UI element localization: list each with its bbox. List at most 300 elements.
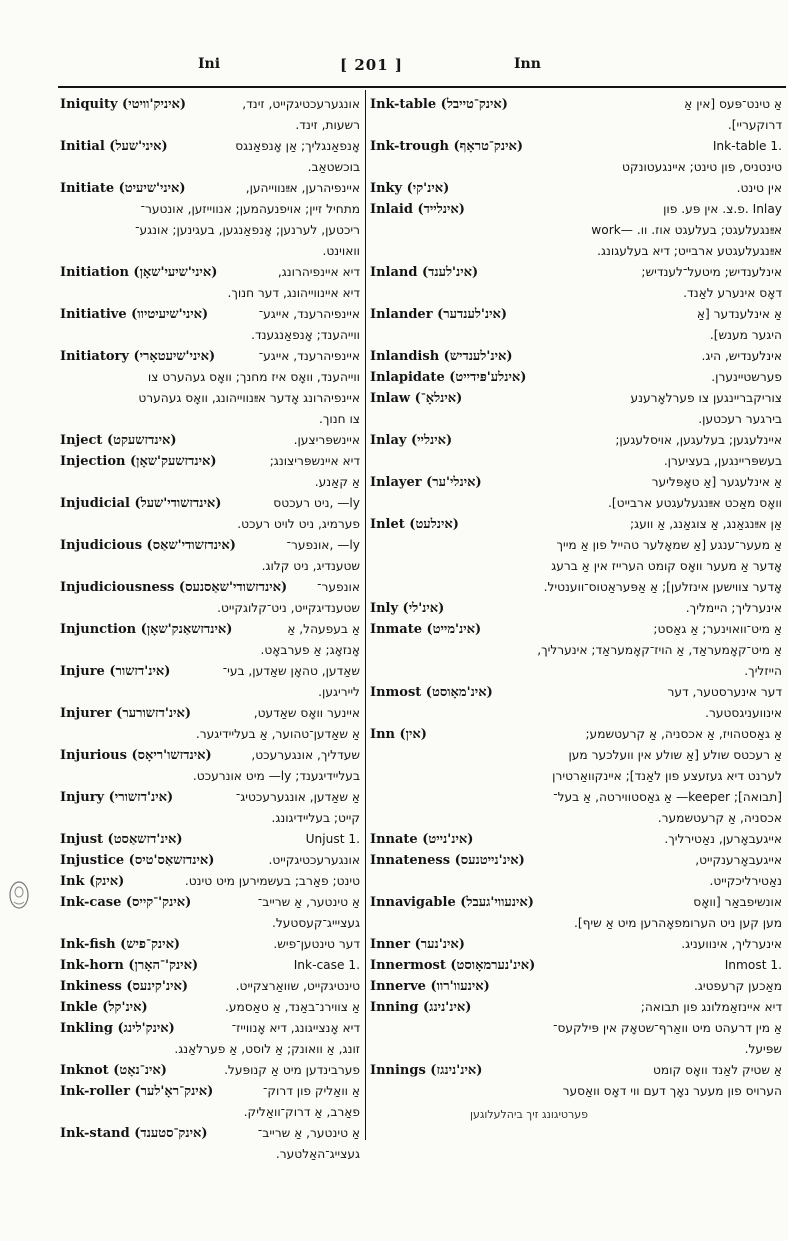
dictionary-entry xyxy=(370,724,782,829)
entry-continuation-line xyxy=(60,640,360,661)
entry-first-line xyxy=(370,262,782,283)
entry-definition: .1 Ink-case xyxy=(293,958,360,972)
entry-definition: דיא איינפיהרונג, xyxy=(277,265,360,279)
entry-headword: Inn (אין) xyxy=(370,727,427,742)
header-right-word: Inn xyxy=(514,56,541,72)
entry-continuation-line xyxy=(370,556,782,577)
dictionary-entry xyxy=(60,1060,360,1081)
entry-definition: שטענדיגקייט, ניט־קלוגקייט. xyxy=(217,601,360,615)
entry-definition: פאַרב, אַ דרוק־וואַליק. xyxy=(243,1105,360,1119)
entry-continuation-line xyxy=(60,514,360,535)
entry-headword: Initiation (איני'שיעי'שאָן) xyxy=(60,265,218,280)
entry-continuation-line xyxy=(370,493,782,514)
entry-definition: .1 Ink-table xyxy=(712,139,782,153)
entry-definition: Inlay .פ.צ. אין פּע. פון xyxy=(663,202,782,216)
entry-definition: צוריקבריינגען צו פערלאָרענע xyxy=(630,391,782,405)
entry-definition: .1 Inmost xyxy=(724,958,782,972)
entry-continuation-line xyxy=(370,451,782,472)
entry-continuation-line xyxy=(60,913,360,934)
entry-definition: היגער מענש]. xyxy=(709,328,782,342)
entry-first-line xyxy=(60,136,360,157)
entry-continuation-line xyxy=(60,724,360,745)
entry-headword: Inky (אינ'קי) xyxy=(370,181,450,196)
entry-definition: דיא איינזאַמלונג פון תבואה; xyxy=(640,1000,782,1014)
entry-definition: פערשטיינערן. xyxy=(711,370,782,384)
entry-definition: טינטיגקייט, שוואַרצקייט. xyxy=(235,979,360,993)
dictionary-entry xyxy=(60,955,360,976)
entry-first-line xyxy=(370,598,782,619)
dictionary-entry xyxy=(60,787,360,829)
entry-first-line xyxy=(60,955,360,976)
entry-headword: Inland (אינ'לענד) xyxy=(370,265,479,280)
entry-first-line xyxy=(60,829,360,850)
entry-definition: זונג, אַ וואונק; אַ לוסט, אַ פערלאַנג. xyxy=(174,1042,360,1056)
entry-definition: שטענדיג, ניט קלוג. xyxy=(261,559,360,573)
entry-definition: אין טינט. xyxy=(736,181,782,195)
dictionary-entry xyxy=(60,892,360,934)
entry-continuation-line xyxy=(370,115,782,136)
entry-first-line xyxy=(370,934,782,955)
dictionary-entry xyxy=(370,682,782,724)
entry-headword: Inlay (אינליי) xyxy=(370,433,453,448)
entry-headword: Injustice (אינדזשאַס'טיס) xyxy=(60,853,215,868)
entry-first-line xyxy=(370,892,782,913)
entry-definition: קייט; בעליידיגונג. xyxy=(271,811,360,825)
entry-first-line xyxy=(370,514,782,535)
entry-headword: Injury (אינ'דזשורי) xyxy=(60,790,174,805)
entry-definition: אָדער צווישען אינזלען]; אַ אַפּעראַטוס־ווענטיל. xyxy=(543,580,782,594)
entry-headword: Inkling (אינק'לינג) xyxy=(60,1021,175,1036)
entry-definition: טינט; פאַרב; בעשמירען מיט טינט. xyxy=(184,874,360,888)
entry-continuation-line xyxy=(370,703,782,724)
dictionary-entry xyxy=(60,850,360,871)
entry-first-line xyxy=(60,1060,360,1081)
entry-continuation-line xyxy=(60,199,360,220)
entry-first-line xyxy=(60,262,360,283)
entry-continuation-line xyxy=(60,682,360,703)
entry-definition: אַ שאַדען־טהוער, אַ בעליידיגער. xyxy=(195,727,360,741)
entry-definition: הערויס פון מעער נאָך דעם ווי דאָס וואַסער xyxy=(562,1084,782,1098)
entry-first-line xyxy=(370,304,782,325)
entry-definition: געצייג־האַלטער. xyxy=(275,1147,360,1161)
entry-continuation-line xyxy=(370,871,782,892)
entry-definition: בעליידיגענד; ly— מיט אונרעכט. xyxy=(192,769,360,783)
entry-headword: Injure (אינ'דזשור) xyxy=(60,664,171,679)
dictionary-entry xyxy=(370,94,782,136)
dictionary-entry xyxy=(370,178,782,199)
entry-definition: אונגערעכטיגקייט. xyxy=(268,853,360,867)
entry-headword: Innateness (אינ'נייטנעס) xyxy=(370,853,525,868)
entry-definition: אַ מיט־קאָמעראַד, אַ הויז־קאָמעראַד; אינערליך, xyxy=(537,643,782,657)
entry-continuation-line xyxy=(370,766,782,787)
entry-definition: אַ קאַנע. xyxy=(314,475,360,489)
entry-headword: Inmost (אינ'מאָוסט) xyxy=(370,685,493,700)
entry-definition: אינוועניגסטער. xyxy=(705,706,782,720)
entry-continuation-line xyxy=(60,1102,360,1123)
dictionary-entry xyxy=(370,262,782,304)
entry-continuation-line xyxy=(370,1039,782,1060)
entry-headword: Ink-trough (אינק־טראָף) xyxy=(370,139,524,154)
entry-definition: ly— ,אונפער־ xyxy=(286,538,360,552)
entry-first-line xyxy=(60,976,360,997)
dictionary-entry xyxy=(370,199,782,262)
entry-headword: Ink-horn (אינק'־האָרן) xyxy=(60,958,199,973)
dictionary-entry xyxy=(370,955,782,976)
entry-headword: Innings (אינ'נינגז) xyxy=(370,1063,483,1078)
entry-continuation-line xyxy=(60,115,360,136)
entry-definition: לערנט דיא געזעצע פון לאַנד]; איינקוואַרטירן xyxy=(552,769,782,783)
entry-continuation-line xyxy=(60,808,360,829)
entry-definition: מתחיל זיין; אויפנעהמען; אנווייזען, אונטער־ xyxy=(140,202,360,216)
entry-first-line xyxy=(370,388,782,409)
dictionary-entry xyxy=(60,304,360,346)
entry-first-line xyxy=(370,724,782,745)
entry-continuation-line xyxy=(370,220,782,241)
header-left-word: Ini xyxy=(198,56,221,72)
entry-continuation-line xyxy=(370,1081,782,1102)
entry-headword: Inkle (אינ'קל) xyxy=(60,1000,148,1015)
dictionary-entry xyxy=(60,136,360,178)
entry-definition: אַ טינט־פּעס [אין אַ xyxy=(684,97,782,111)
entry-continuation-line xyxy=(370,808,782,829)
dictionary-entry xyxy=(60,997,360,1018)
library-stamp-icon xyxy=(8,880,30,910)
entry-definition: אכסניה, אַ קרעטשמער. xyxy=(657,811,782,825)
entry-first-line xyxy=(60,304,360,325)
entry-continuation-line xyxy=(60,325,360,346)
entry-definition: מען קען ניט הערומפאָהרען מיט אַ שיף]. xyxy=(573,916,782,930)
dictionary-entry xyxy=(370,472,782,514)
entry-continuation-line xyxy=(60,388,360,409)
entry-definition: אונפער־ xyxy=(317,580,360,594)
entry-headword: Injust (אינ'דזשאַסט) xyxy=(60,832,183,847)
dictionary-entry xyxy=(370,367,782,388)
entry-definition: בירגער רעכטען. xyxy=(698,412,782,426)
entry-continuation-line xyxy=(370,577,782,598)
entry-first-line xyxy=(60,661,360,682)
entry-first-line xyxy=(60,787,360,808)
entry-headword: Inner (אינ'נער) xyxy=(370,937,465,952)
dictionary-entry xyxy=(60,430,360,451)
entry-definition: אַ אינלעגער [אַ טאָפּליער xyxy=(651,475,782,489)
entry-continuation-line xyxy=(60,766,360,787)
dictionary-entry xyxy=(60,1018,360,1060)
entry-continuation-line xyxy=(370,1018,782,1039)
entry-continuation-line xyxy=(60,220,360,241)
entry-definition: אַ מין דרעהט מיט וואַרף־שטאָק אין פּילקעס־ xyxy=(553,1021,782,1035)
entry-continuation-line xyxy=(60,409,360,430)
dictionary-entry xyxy=(60,934,360,955)
entry-first-line xyxy=(60,850,360,871)
entry-headword: Innate (אינ'נייט) xyxy=(370,832,474,847)
entry-definition: אינלענדיש, היג. xyxy=(701,349,782,363)
printer-signature: פערטיגונג זיך ביהלעלוגען xyxy=(470,1108,589,1121)
entry-first-line xyxy=(60,745,360,766)
dictionary-entry xyxy=(370,598,782,619)
entry-continuation-line xyxy=(370,325,782,346)
entry-first-line xyxy=(60,1123,360,1144)
entry-definition: אָנזאָג; אַ פערבאָט. xyxy=(260,643,360,657)
dictionary-entry xyxy=(370,619,782,682)
page-number: [ 201 ] xyxy=(340,56,403,74)
entry-definition: אונגערעכטיגקייט, זינד, xyxy=(242,97,360,111)
entry-definition: אייגעבאָרענקייט, xyxy=(695,853,782,867)
entry-first-line xyxy=(60,1018,360,1039)
right-column xyxy=(370,94,782,1102)
entry-continuation-line xyxy=(370,535,782,556)
entry-first-line xyxy=(370,178,782,199)
entry-continuation-line xyxy=(370,283,782,304)
dictionary-entry xyxy=(60,703,360,745)
entry-first-line xyxy=(60,430,360,451)
entry-headword: Inlaw (אינלאָ־) xyxy=(370,391,463,406)
entry-definition: אַ טינטער, אַ שרייב־ xyxy=(257,1126,360,1140)
entry-definition: אַן אײַנגאַנג, אַ צוגאַנג, אַ וועג; xyxy=(629,517,782,531)
dictionary-entry xyxy=(60,178,360,262)
entry-headword: Initiate (איני'שיעיט) xyxy=(60,181,186,196)
entry-definition: ווייהענד; אָנפאַנגענד. xyxy=(251,328,360,342)
entry-headword: Inning (אינ'נינג) xyxy=(370,1000,472,1015)
entry-definition: איינפיהרען, אײַנווייהען, xyxy=(245,181,360,195)
entry-definition: ריכטען, לערנען; אָנפאַנגען, בעגינען; אונגע־ xyxy=(135,223,360,237)
entry-first-line xyxy=(370,850,782,871)
entry-definition: דיא אָנצייגונג, דיא אָנווייז־ xyxy=(231,1021,360,1035)
entry-definition: געציייג־קעסטעל. xyxy=(272,916,360,930)
entry-definition: דיא איינשפּריצונג; xyxy=(269,454,360,468)
entry-continuation-line xyxy=(370,913,782,934)
entry-definition: דער אינערסטער, דער xyxy=(667,685,782,699)
entry-headword: Inlayer (אינלי'ער) xyxy=(370,475,482,490)
entry-headword: Injunction (אינדזשאַנק'שאָן) xyxy=(60,622,233,637)
dictionary-entry xyxy=(370,514,782,598)
left-column xyxy=(60,94,360,1165)
entry-first-line xyxy=(370,829,782,850)
entry-continuation-line xyxy=(370,787,782,808)
entry-first-line xyxy=(60,1081,360,1102)
entry-first-line xyxy=(370,976,782,997)
dictionary-entry xyxy=(60,262,360,304)
entry-continuation-line xyxy=(370,661,782,682)
dictionary-entry xyxy=(60,871,360,892)
entry-first-line xyxy=(370,472,782,493)
entry-headword: Ink-table (אינק־טייבל) xyxy=(370,97,508,112)
entry-first-line xyxy=(60,871,360,892)
entry-definition: אַ שטיק לאַנד וואָס קומט xyxy=(652,1063,782,1077)
dictionary-entry xyxy=(60,493,360,535)
dictionary-entry xyxy=(370,997,782,1060)
entry-continuation-line xyxy=(60,367,360,388)
entry-definition: אָדער אַ מעער וואָס קומט הערייז אין אַ ברעג xyxy=(551,559,782,573)
entry-first-line xyxy=(370,94,782,115)
dictionary-entry xyxy=(370,304,782,346)
entry-definition: לייריגען. xyxy=(318,685,360,699)
entry-definition: איינפיהרונג אָדער אײַנווייהונג, וואָס געהערט xyxy=(138,391,360,405)
entry-first-line xyxy=(60,346,360,367)
entry-first-line xyxy=(370,619,782,640)
entry-continuation-line xyxy=(60,472,360,493)
entry-first-line xyxy=(60,493,360,514)
entry-definition: נאַטירליכקייט. xyxy=(709,874,782,888)
entry-definition: צו חנוך. xyxy=(318,412,360,426)
dictionary-entry xyxy=(60,94,360,136)
entry-headword: Ink-fish (אינק־פיש) xyxy=(60,937,181,952)
entry-definition: וואוינט. xyxy=(322,244,360,258)
entry-definition: אַ טינטער, אַ שרייב־ xyxy=(257,895,360,909)
entry-first-line xyxy=(60,178,360,199)
dictionary-entry xyxy=(370,976,782,997)
entry-headword: Inlander (אינ'לענדער) xyxy=(370,307,508,322)
dictionary-entry xyxy=(60,619,360,661)
entry-continuation-line xyxy=(370,409,782,430)
entry-definition: אַ צווירנ־באַנד, אַ טאַסמע. xyxy=(224,1000,360,1014)
entry-continuation-line xyxy=(60,157,360,178)
entry-definition: אַ גאַסטהויז, אַ אכסניה, אַ קרעטשמע; xyxy=(585,727,782,741)
entry-headword: Inmate (אינ'מייט) xyxy=(370,622,482,637)
dictionary-entry xyxy=(370,346,782,367)
entry-definition: דרוקעריי]. xyxy=(727,118,782,132)
entry-definition: אײַנגעלעגט; בעלעגט אוז. וו. —work xyxy=(591,223,782,237)
entry-headword: Inlandish (אינ'לענדיש) xyxy=(370,349,513,364)
entry-headword: Inkiness (אינ'קינעס) xyxy=(60,979,188,994)
entry-headword: Ink-roller (אינק־ראָ'לער) xyxy=(60,1084,214,1099)
entry-continuation-line xyxy=(60,1039,360,1060)
entry-definition: איינפיהרענד, אייגע־ xyxy=(258,349,360,363)
entry-definition: אַ וואַליק פון דרוק־ xyxy=(262,1084,360,1098)
entry-definition: שפּיעל. xyxy=(744,1042,782,1056)
entry-headword: Ink (אינק) xyxy=(60,874,125,889)
entry-headword: Injudiciousness (אינדזשודי'שאַסנעס) xyxy=(60,580,288,595)
entry-first-line xyxy=(60,997,360,1018)
entry-first-line xyxy=(60,94,360,115)
entry-first-line xyxy=(60,577,360,598)
entry-definition: אַ רעכטס שולע [אַ שולע אין וועלכער מען xyxy=(568,748,782,762)
entry-definition: איינשפּריצען. xyxy=(293,433,360,447)
entry-headword: Injurious (אינדזשו'ריאָס) xyxy=(60,748,212,763)
entry-first-line xyxy=(60,892,360,913)
dictionary-entry xyxy=(60,661,360,703)
dictionary-entry xyxy=(370,1060,782,1102)
entry-continuation-line xyxy=(370,241,782,262)
entry-headword: Iniquity (איניק'וויטי) xyxy=(60,97,186,112)
entry-headword: Inlapidate (אינלע'פּידייט) xyxy=(370,370,527,385)
entry-headword: Injurer (אינ'דזשורער) xyxy=(60,706,191,721)
entry-definition: הייזליך. xyxy=(744,664,782,678)
entry-definition: אַ מיט־וואוינער; אַ גאַסט; xyxy=(653,622,782,636)
entry-continuation-line xyxy=(370,157,782,178)
dictionary-entry xyxy=(60,976,360,997)
entry-definition: אינערליך; היימליך. xyxy=(685,601,782,615)
entry-definition: טינטניס, פון טינט; איינגעטונקט xyxy=(622,160,782,174)
entry-continuation-line xyxy=(60,1144,360,1165)
entry-definition: אײַנגעלעגטע ארבייט; דיא בעלעגונג. xyxy=(597,244,782,258)
entry-headword: Initiative (איני'שיעיטיוו) xyxy=(60,307,209,322)
entry-definition: ווייהענד, וואָס איז מחנך; וואָס געהערט צו xyxy=(147,370,360,384)
entry-first-line xyxy=(370,955,782,976)
entry-first-line xyxy=(370,997,782,1018)
entry-definition: שעדליך, אונגערעכט, xyxy=(251,748,360,762)
entry-definition: ly— ,ניט רעכטס xyxy=(273,496,360,510)
entry-continuation-line xyxy=(60,241,360,262)
entry-first-line xyxy=(370,430,782,451)
entry-first-line xyxy=(60,619,360,640)
entry-headword: Initial (איני'שעל) xyxy=(60,139,168,154)
dictionary-entry xyxy=(60,535,360,577)
entry-first-line xyxy=(60,703,360,724)
entry-definition: שאַדען, טהאָן שאַדען, בעי־ xyxy=(222,664,360,678)
entry-continuation-line xyxy=(60,556,360,577)
entry-headword: Innerve (אינעוו'רוו) xyxy=(370,979,490,994)
entry-definition: דאָס אינערע לאַנד. xyxy=(683,286,782,300)
entry-headword: Ink-case (אינק'־קייס) xyxy=(60,895,192,910)
entry-continuation-line xyxy=(370,640,782,661)
dictionary-entry xyxy=(60,1081,360,1123)
entry-definition: אַ בעפעהל, אַ xyxy=(287,622,360,636)
entry-definition: פערמיג, ניט לויט רעכט. xyxy=(237,517,360,531)
entry-definition: אינערליך, אינוועניג. xyxy=(681,937,782,951)
entry-headword: Inly (אינ'לי) xyxy=(370,601,445,616)
entry-definition: אַ אינלענדער [אַ xyxy=(696,307,782,321)
entry-definition: בעשפּריינגען, בעציערן. xyxy=(663,454,782,468)
entry-definition: אונשיפבאַר [וואָס xyxy=(693,895,782,909)
dictionary-entry xyxy=(60,451,360,493)
column-divider xyxy=(365,90,366,1140)
entry-definition: אַ מעער־ענגע [אַ שמאָלער טהייל פון אַ מייך xyxy=(556,538,782,552)
entry-definition: פערבינדען מיט אַ קנופּעל. xyxy=(224,1063,360,1077)
dictionary-entry xyxy=(60,1123,360,1165)
entry-headword: Ink-stand (אינק־סטענד) xyxy=(60,1126,208,1141)
dictionary-entry xyxy=(60,745,360,787)
dictionary-entry xyxy=(370,136,782,178)
dictionary-entry xyxy=(60,346,360,430)
entry-first-line xyxy=(370,367,782,388)
dictionary-entry xyxy=(370,892,782,934)
entry-definition: .1 Unjust xyxy=(305,832,360,846)
entry-definition: [תבואה]; keeper— אַ גאַסטווירטה, אַ בעל־ xyxy=(553,790,782,804)
entry-definition: איינער וואָס שאַדעט, xyxy=(253,706,360,720)
header-rule xyxy=(58,86,786,88)
entry-first-line xyxy=(60,934,360,955)
entry-definition: אָנפאַנגליך; אַן אָנפאַנגס xyxy=(235,139,360,153)
dictionary-entry xyxy=(370,829,782,850)
entry-definition: דער טינטען־פיש. xyxy=(273,937,360,951)
entry-headword: Innavigable (אינעווי'געבל) xyxy=(370,895,534,910)
entry-first-line xyxy=(60,451,360,472)
entry-first-line xyxy=(60,535,360,556)
entry-headword: Injudicial (אינדזשודי'שעל) xyxy=(60,496,222,511)
dictionary-entry xyxy=(60,577,360,619)
dictionary-entry xyxy=(370,850,782,892)
entry-definition: וואָס מאַכט אײַנגעלעגטע ארבייט]. xyxy=(608,496,782,510)
entry-headword: Inlaid (אינלייד) xyxy=(370,202,465,217)
entry-headword: Inknot (אינ־נאָט) xyxy=(60,1063,167,1078)
entry-first-line xyxy=(370,199,782,220)
entry-definition: איינלעגען; בעלעגען, אויסלעגען; xyxy=(615,433,782,447)
entry-definition: אייגעבאָרען, נאַטירליך. xyxy=(664,832,782,846)
entry-headword: Injection (אינדזשעק'שאָן) xyxy=(60,454,217,469)
entry-definition: מאַכען קרעפטיג. xyxy=(694,979,782,993)
entry-headword: Inject (אינדזשעקט) xyxy=(60,433,177,448)
entry-first-line xyxy=(370,346,782,367)
page-header xyxy=(0,56,788,84)
entry-headword: Initiatory (איני'שיעטאָרי) xyxy=(60,349,216,364)
entry-definition: אַ שאַדען, אונגערעכטיג־ xyxy=(235,790,360,804)
entry-headword: Inlet (אינלעט) xyxy=(370,517,459,532)
entry-definition: איינפיהרענד, אייגע־ xyxy=(258,307,360,321)
entry-first-line xyxy=(370,1060,782,1081)
entry-continuation-line xyxy=(60,283,360,304)
entry-first-line xyxy=(370,682,782,703)
entry-definition: בוכשטאַב. xyxy=(307,160,360,174)
